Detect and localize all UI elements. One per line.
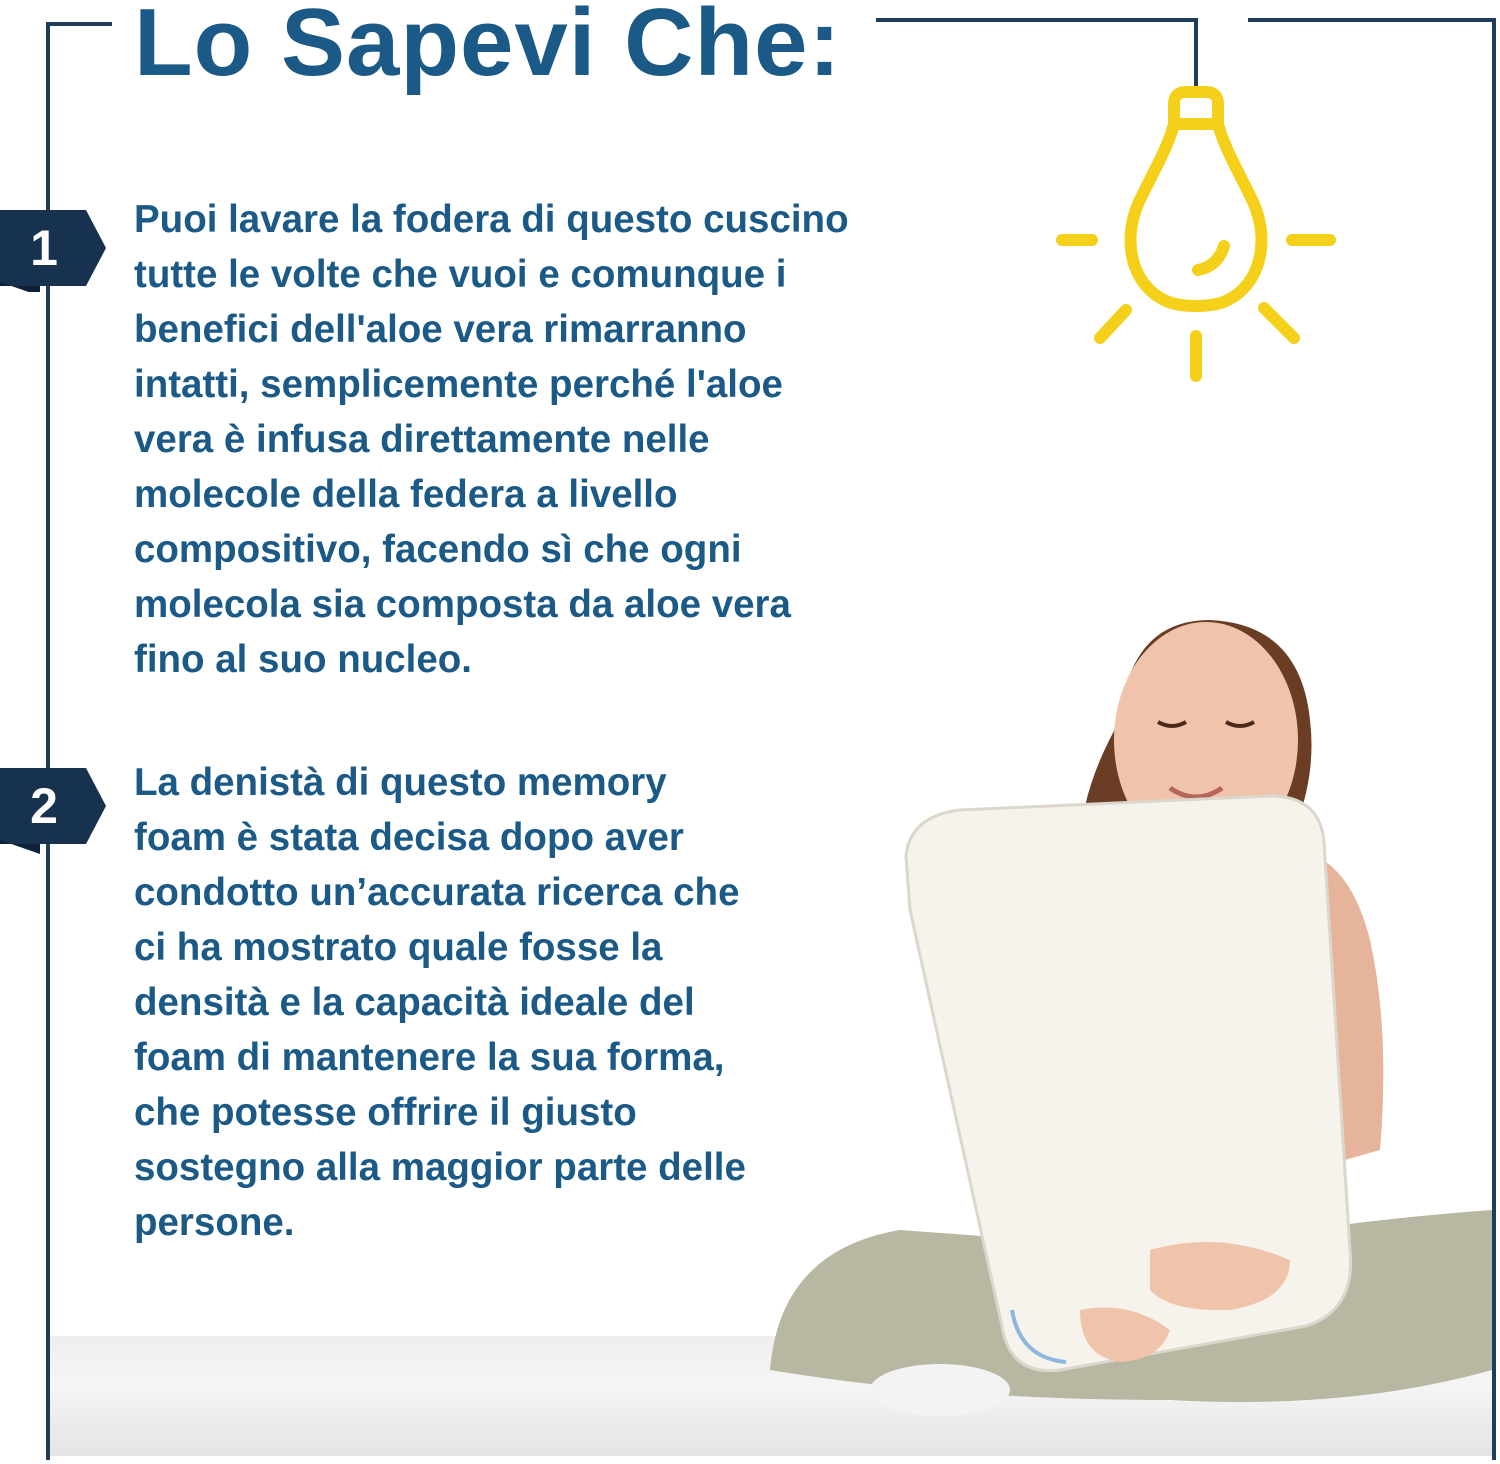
frame-border-top-left <box>46 22 112 26</box>
paragraph-line: intatti, semplicemente perché l'aloe <box>134 363 783 406</box>
paragraph-line: densità e la capacità ideale del <box>134 981 695 1024</box>
paragraph-line: persone. <box>134 1201 295 1244</box>
bulb-cord <box>1194 18 1198 90</box>
paragraph-line: fino al suo nucleo. <box>134 638 472 681</box>
lightbulb-icon <box>1052 86 1342 386</box>
paragraph-line: foam di mantenere la sua forma, <box>134 1036 725 1079</box>
frame-border-right <box>1492 18 1496 1460</box>
page-title: Lo Sapevi Che: <box>134 0 842 96</box>
paragraph-line: compositivo, facendo sì che ogni <box>134 528 742 571</box>
frame-border-top-right <box>1248 18 1496 22</box>
paragraph-line: tutte le volte che vuoi e comunque i <box>134 253 787 296</box>
paragraph-line: Puoi lavare la fodera di questo cuscino <box>134 198 849 241</box>
paragraph-line: condotto un’accurata ricerca che <box>134 871 740 914</box>
frame-border-top-middle <box>876 18 1198 22</box>
paragraph-2 <box>134 755 746 1250</box>
paragraph-line: molecola sia composta da aloe vera <box>134 583 791 626</box>
paragraph-line: foam è stata decisa dopo aver <box>134 816 684 859</box>
paragraph-line: che potesse offrire il giusto <box>134 1091 637 1134</box>
step-badge-1 <box>0 200 106 292</box>
paragraph-line: molecole della federa a livello <box>134 473 678 516</box>
paragraph-line: La denistà di questo memory <box>134 761 667 804</box>
step-number: 2 <box>30 778 58 834</box>
paragraph-line: sostegno alla maggior parte delle <box>134 1146 746 1189</box>
paragraph-1 <box>134 192 849 687</box>
woman-hugging-pillow-image <box>750 610 1492 1456</box>
paragraph-line: ci ha mostrato quale fosse la <box>134 926 663 969</box>
paragraph-line: benefici dell'aloe vera rimarranno <box>134 308 747 351</box>
step-number: 1 <box>30 220 58 276</box>
paragraph-line: vera è infusa direttamente nelle <box>134 418 710 461</box>
step-badge-2 <box>0 764 106 856</box>
